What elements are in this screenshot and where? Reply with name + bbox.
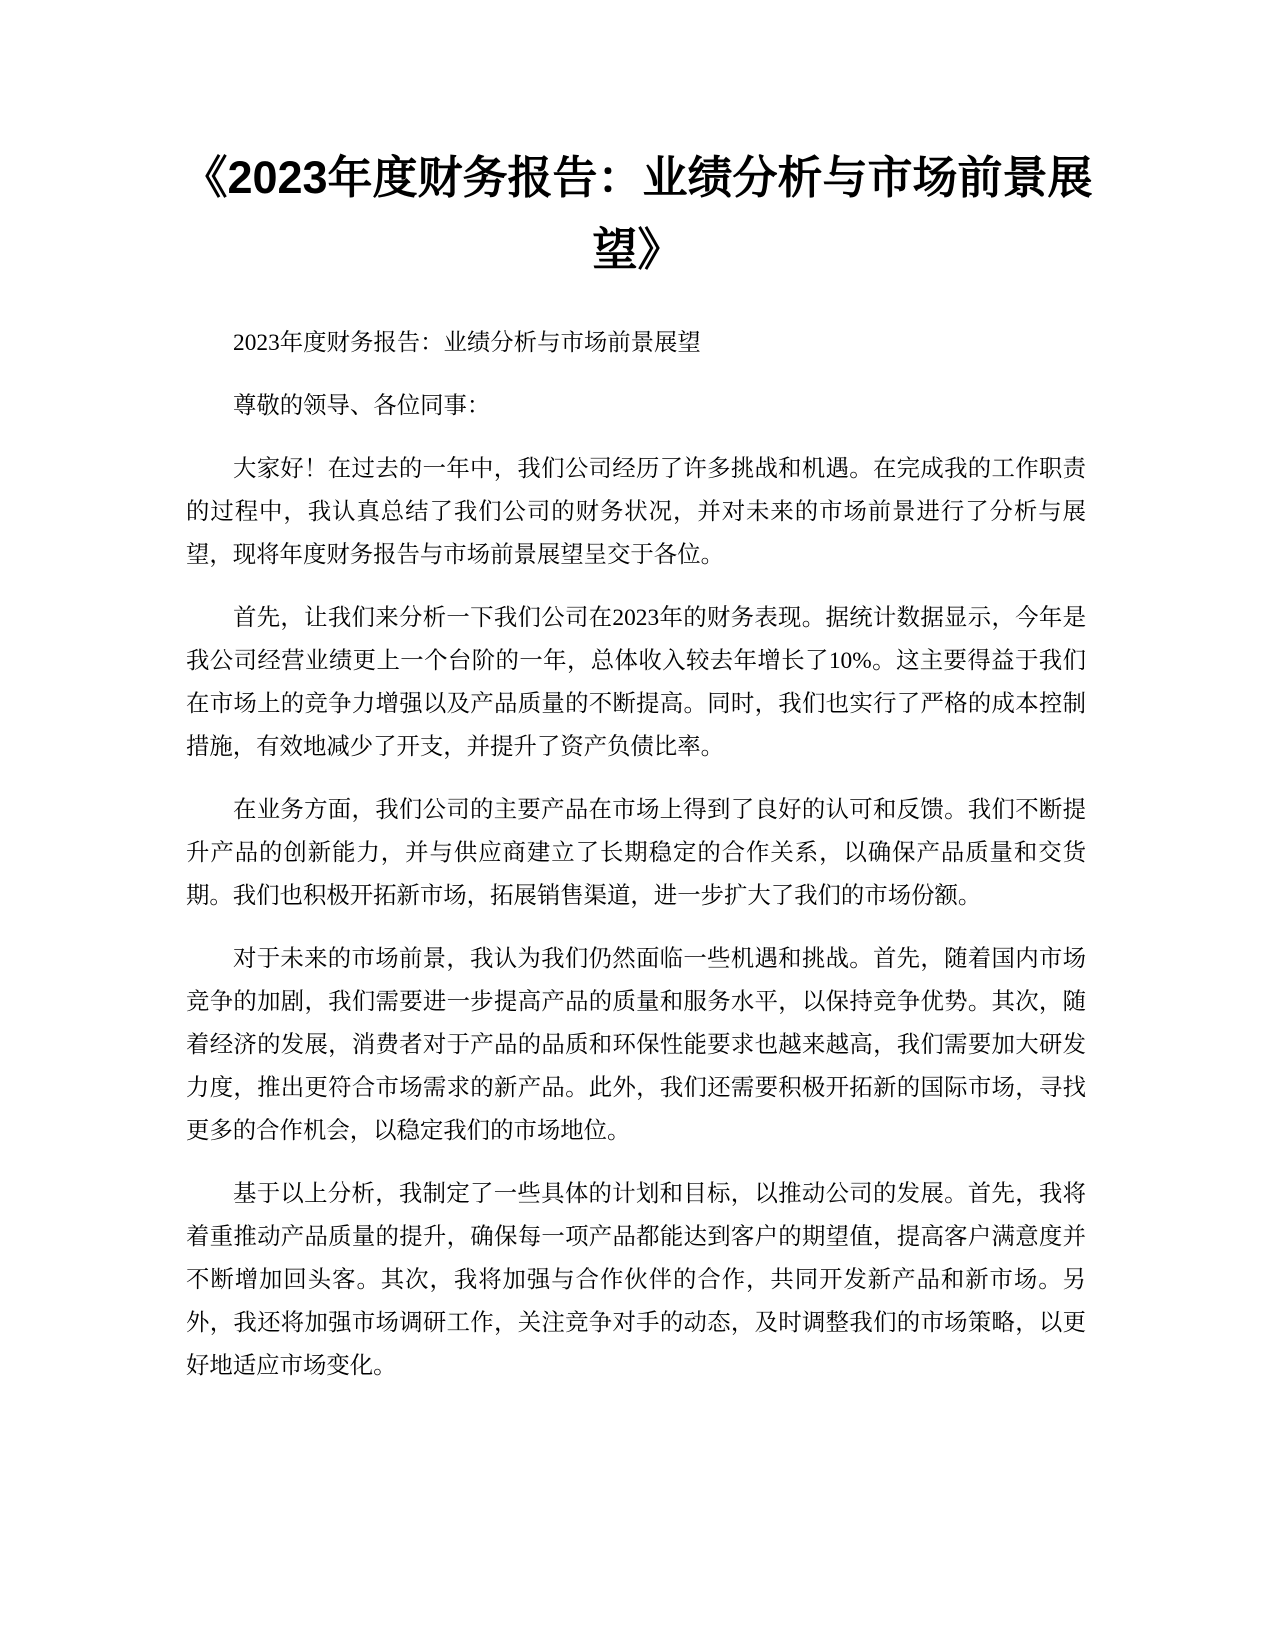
paragraph-plans: 基于以上分析，我制定了一些具体的计划和目标，以推动公司的发展。首先，我将着重推动产品质量的提升，确保每一项产品都能达到客户的期望值，提高客户满意度并不断增加回头客。其次，我将加强与合作伙伴的合作，共同开发新产品和新市场。另外，我还将加强市场调研工作，关注竞争对手的动态，及时调整我们的市场策略，以更好地适应市场变化。 (186, 1181, 1086, 1379)
document-body (186, 322, 1086, 1408)
paragraph-financial-performance: 首先，让我们来分析一下我们公司在2023年的财务表现。据统计数据显示，今年是我公司经营业绩更上一个台阶的一年，总体收入较去年增长了10%。这主要得益于我们在市场上的竞争力增强以及产品质量的不断提高。同时，我们也实行了严格的成本控制措施，有效地减少了开支，并提升了资产负债比率。 (186, 605, 1086, 760)
paragraph-greeting: 大家好！在过去的一年中，我们公司经历了许多挑战和机遇。在完成我的工作职责的过程中，我认真总结了我们公司的财务状况，并对未来的市场前景进行了分析与展望，现将年度财务报告与市场前景展望呈交于各位。 (186, 456, 1086, 568)
paragraph-market-outlook: 对于未来的市场前景，我认为我们仍然面临一些机遇和挑战。首先，随着国内市场竞争的加剧，我们需要进一步提高产品的质量和服务水平，以保持竞争优势。其次，随着经济的发展，消费者对于产品的品质和环保性能要求也越来越高，我们需要加大研发力度，推出更符合市场需求的新产品。此外，我们还需要积极开拓新的国际市场，寻找更多的合作机会，以稳定我们的市场地位。 (186, 946, 1086, 1144)
paragraph-salutation: 尊敬的领导、各位同事： (233, 393, 491, 419)
document-title: 《2023年度财务报告：业绩分析与市场前景展望》 (182, 152, 1093, 275)
paragraph-business: 在业务方面，我们公司的主要产品在市场上得到了良好的认可和反馈。我们不断提升产品的创新能力，并与供应商建立了长期稳定的合作关系，以确保产品质量和交货期。我们也积极开拓新市场，拓展销售渠道，进一步扩大了我们的市场份额。 (186, 797, 1086, 909)
paragraph-subtitle: 2023年度财务报告：业绩分析与市场前景展望 (233, 330, 701, 356)
